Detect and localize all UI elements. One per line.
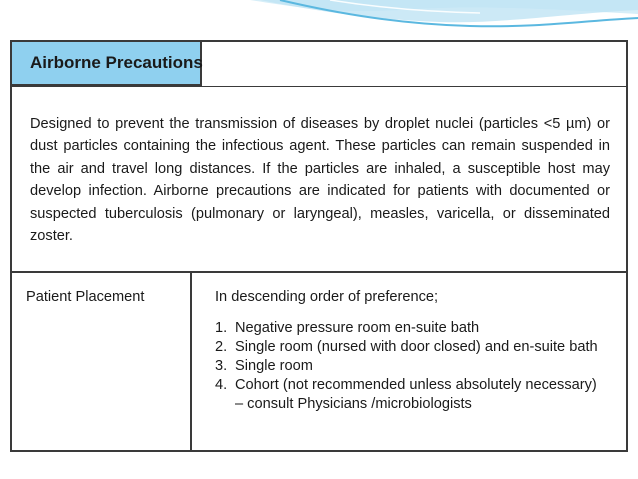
placement-intro: In descending order of preference; bbox=[215, 289, 439, 305]
placement-label: Patient Placement bbox=[26, 289, 145, 305]
precautions-table bbox=[10, 40, 628, 452]
list-item bbox=[215, 357, 622, 376]
description-text: Designed to prevent the transmission of diseases by droplet nuclei (particles <5 µm) or dust particles containing the infectious agent. These particles can remain suspended in the air and travel long distances. If the particles are inhaled, a susceptible host may develop infection. Airborne precautions are indicated for patients with documented or suspected tuberculosis (pulmonary or laryngeal), measles, varicella, or disseminated zoster. bbox=[30, 116, 610, 245]
option-number: 4. bbox=[215, 377, 228, 393]
option-text: Single room (nursed with door closed) and en-suite bath bbox=[235, 339, 598, 355]
list-item bbox=[215, 338, 622, 357]
option-number: 2. bbox=[215, 339, 228, 355]
option-subtext: – consult Physicians /microbiologists bbox=[235, 396, 472, 412]
list-item bbox=[215, 319, 622, 338]
table-title: Airborne Precautions bbox=[30, 53, 203, 72]
description-section bbox=[12, 86, 626, 271]
placement-detail-cell bbox=[192, 273, 626, 450]
header-tab bbox=[12, 42, 202, 86]
placement-options-list bbox=[215, 319, 622, 414]
option-text: Single room bbox=[235, 358, 313, 374]
option-text: Cohort (not recommended unless absolutely necessary) bbox=[235, 377, 597, 393]
option-number: 3. bbox=[215, 358, 228, 374]
list-item-continuation bbox=[215, 395, 622, 414]
option-text: Negative pressure room en-suite bath bbox=[235, 320, 480, 336]
placement-label-cell bbox=[12, 273, 192, 450]
option-number: 1. bbox=[215, 320, 228, 336]
option-indent bbox=[215, 395, 235, 414]
list-item bbox=[215, 376, 622, 395]
patient-placement-row bbox=[12, 271, 626, 450]
top-wave-decoration bbox=[0, 0, 638, 34]
